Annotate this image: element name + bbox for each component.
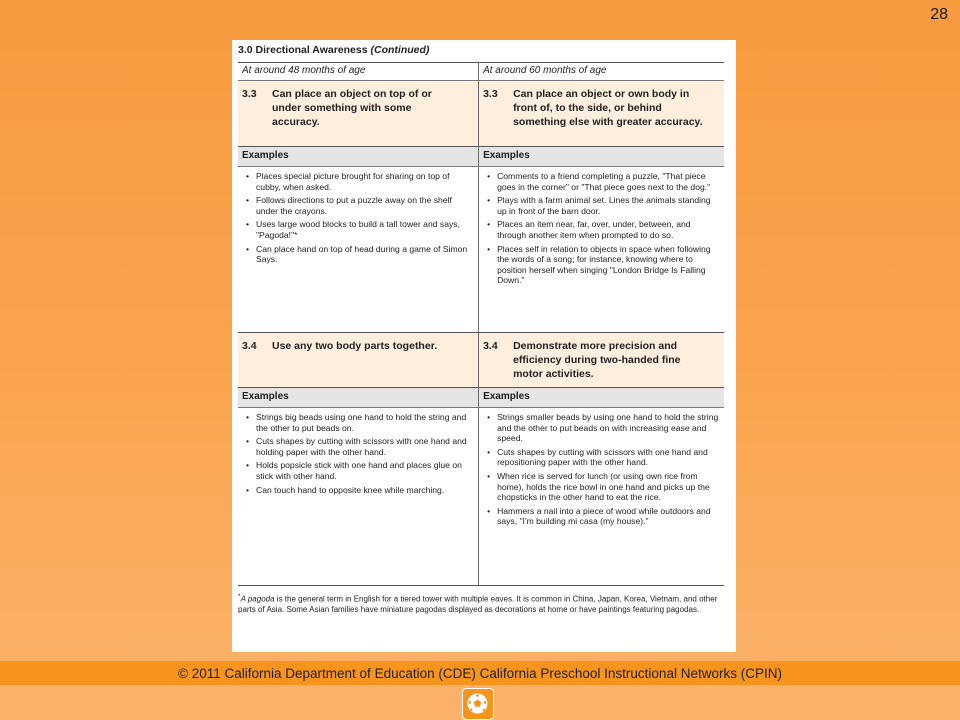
goal-left-cell <box>238 81 479 147</box>
list-item: • Plays with a farm animal set. Lines the animals standing up in front of the barn door. <box>497 195 720 216</box>
examples-list <box>242 171 474 265</box>
examples-left-cell <box>238 167 479 333</box>
document-page <box>232 40 736 652</box>
goal-row-3-3 <box>238 81 724 147</box>
goal-left-cell <box>238 333 479 388</box>
goal-number: 3.4 <box>242 340 257 352</box>
document-title <box>238 42 724 56</box>
goal-number: 3.3 <box>483 88 498 100</box>
examples-right-cell <box>479 408 724 586</box>
age-right-cell: At around 60 months of age <box>479 63 724 81</box>
examples-body-row <box>238 408 724 586</box>
goal-number: 3.4 <box>483 340 498 352</box>
goal-text: Can place an object or own body in front of, to the side, or behind something else with greater accuracy. <box>513 88 703 128</box>
examples-header-row <box>238 388 724 408</box>
list-item: • Follows directions to put a puzzle away on the shelf under the crayons. <box>256 195 474 216</box>
goal-text: Demonstrate more precision and efficiency during two-handed fine motor activities. <box>513 340 681 380</box>
examples-header-row <box>238 147 724 167</box>
examples-label: Examples <box>238 147 479 167</box>
list-item: • Can touch hand to opposite knee while marching. <box>256 485 474 496</box>
list-item: • Cuts shapes by cutting with scissors with one hand and repositioning paper with the other hand. <box>497 447 720 468</box>
goal-right-cell <box>479 81 724 147</box>
list-item: • Places self in relation to objects in space when following the words of a song; for instance, knowing where to position herself when singing "London Bridge Is Falling Down." <box>497 244 720 286</box>
goal-number: 3.3 <box>242 88 257 100</box>
examples-label: Examples <box>479 388 724 408</box>
list-item: • When rice is served for lunch (or using own rice from home), holds the rice bowl in one hand and picks up the chopsticks in the other hand to eat the rice. <box>497 471 720 503</box>
list-item: • Strings big beads using one hand to hold the string and the other to put beads on. <box>256 412 474 433</box>
title-continued: (Continued) <box>370 44 430 56</box>
examples-label: Examples <box>479 147 724 167</box>
footnote <box>238 592 724 615</box>
goal-right-cell <box>479 333 724 388</box>
age-left-cell: At around 48 months of age <box>238 63 479 81</box>
goal-text: Use any two body parts together. <box>272 340 438 352</box>
footnote-text: is the general term in English for a tiered tower with multiple eaves. It is common in China, Japan, Korea, Vietnam, and other parts of Asia. Some Asian families have miniature pagodas displayed as decorations at home or have paintings featuring pagodas. <box>238 594 718 614</box>
foundations-table <box>238 62 724 586</box>
examples-body-row <box>238 167 724 333</box>
list-item: • Places special picture brought for sharing on top of cubby, when asked. <box>256 171 474 192</box>
list-item: • Places an item near, far, over, under, between, and through another item when prompted to do so. <box>497 219 720 240</box>
goal-text: Can place an object on top of or under something with some accuracy. <box>272 88 432 128</box>
examples-list <box>483 171 720 286</box>
page-number: 28 <box>930 6 948 23</box>
title-main: 3.0 Directional Awareness <box>238 44 368 56</box>
goal-row-3-4 <box>238 333 724 388</box>
examples-right-cell <box>479 167 724 333</box>
footnote-term: A pagoda <box>240 594 275 604</box>
age-header-row <box>238 63 724 81</box>
examples-left-cell <box>238 408 479 586</box>
examples-label: Examples <box>238 388 479 408</box>
list-item: • Hammers a nail into a piece of wood while outdoors and says, "I'm building mi casa (my house)." <box>497 506 720 527</box>
soccer-ball-icon <box>462 688 494 720</box>
list-item: • Uses large wood blocks to build a tall tower and says, "Pagoda!"* <box>256 219 474 240</box>
list-item: • Holds popsicle stick with one hand and places glue on stick with other hand. <box>256 460 474 481</box>
footer-band <box>0 661 960 685</box>
footnote-marker: * <box>238 593 241 600</box>
examples-list <box>483 412 720 527</box>
list-item: • Comments to a friend completing a puzzle, "That piece goes in the corner" or "That piece goes next to the dog." <box>497 171 720 192</box>
list-item: • Can place hand on top of head during a game of Simon Says. <box>256 244 474 265</box>
examples-list <box>242 412 474 495</box>
copyright-text: © 2011 California Department of Education (CDE) California Preschool Instructional Networks (CPIN) <box>178 665 782 681</box>
list-item: • Cuts shapes by cutting with scissors with one hand and holding paper with the other hand. <box>256 436 474 457</box>
list-item: • Strings smaller beads by using one hand to hold the string and the other to put beads on with increasing ease and speed. <box>497 412 720 444</box>
